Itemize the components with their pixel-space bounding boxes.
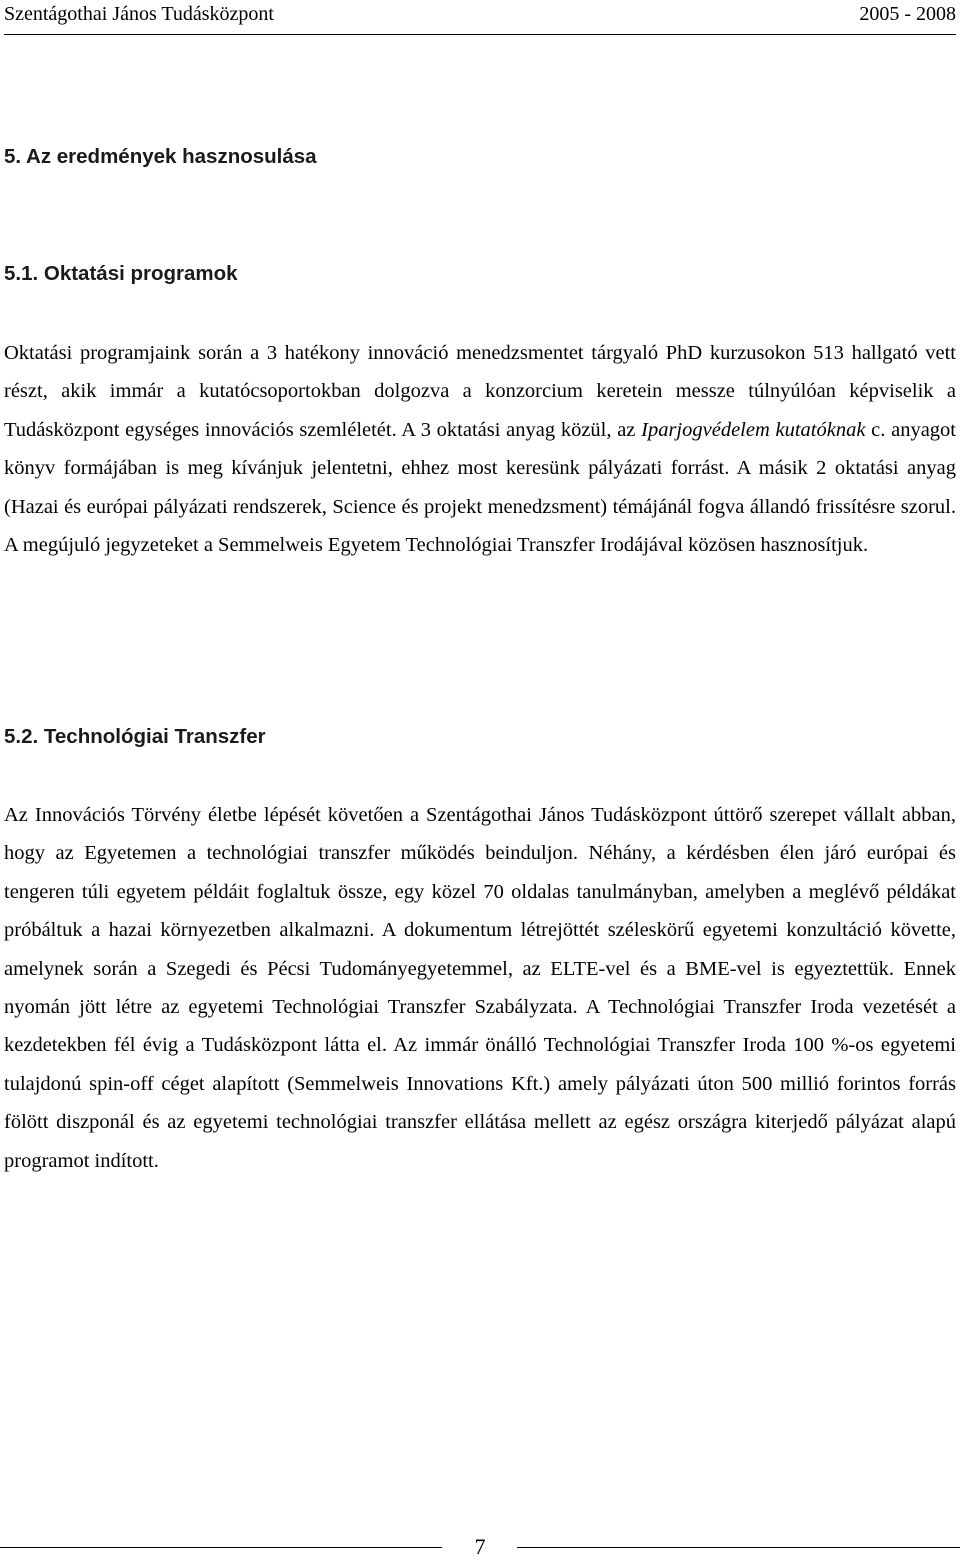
page-header [4,0,956,35]
header-years: 2005 - 2008 [859,3,956,25]
subsection-title-education: 5.1. Oktatási programok [4,262,238,285]
paragraph-education-rest: c. anyagot könyv formájában is meg kívánjuk jelentetni, ehhez most keresünk pályázati forrást. A másik 2 oktatási anyag (Hazai és európai pályázati rendszerek, Science és projekt menedzsment) témájánál fogva állandó frissítésre szorul. A megújuló jegyzeteket a Semmelweis Egyetem Technológiai Transzfer Irodájával közösen hasznosítjuk. [4,418,956,557]
paragraph-tech-transfer: Az Innovációs Törvény életbe lépését követően a Szentágothai János Tudásközpont úttörő szerepet vállalt abban, hogy az Egyetemen a technológiai transzfer működés beinduljon. Néhány, a kérdésben élen járó európai és tengeren túli egyetem példáit foglaltuk össze, egy közel 70 oldalas tanulmányban, amelyben a meglévő példákat próbáltuk a hazai környezetben alkalmazni. A dokumentum létrejöttét széleskörű egyetemi konzultáció követte, amelynek során a Szegedi és Pécsi Tudományegyetemmel, az ELTE-vel és a BME-vel is egyeztettük. Ennek nyomán jött létre az egyetemi Technológiai Transzfer Szabályzata. A Technológiai Transzfer Iroda vezetését a kezdetekben fél évig a Tudásközpont látta el. Az immár önálló Technológiai Transzfer Iroda 100 %-os egyetemi tulajdonú spin-off céget alapított (Semmelweis Innovations Kft.) amely pályázati úton 500 millió forintos forrás fölött diszponál és az egyetemi technológiai transzfer ellátása mellett az egész országra kiterjedő pályázat alapú programot indított. [4,804,956,1172]
paragraph-education-text: Oktatási programjaink során a 3 hatékony innováció menedzsmentet tárgyaló PhD kurzusokon 513 hallgató vett részt, akik immár a kutatócsoportokban dolgozva a konzorcium keretein messze túlnyúlóan képviselik a Tudásközpont egységes innovációs szemléletét. A 3 oktatási anyag közül, az [4,342,956,441]
paragraph-education [4,334,956,564]
page-number: 7 [474,1534,486,1559]
subsection-title-tech-transfer: 5.2. Technológiai Transzfer [4,725,266,748]
section-title: 5. Az eredmények hasznosulása [4,145,317,168]
paragraph-education-italic: Iparjogvédelem kutatóknak [641,418,866,441]
header-institution: Szentágothai János Tudásközpont [4,3,274,25]
